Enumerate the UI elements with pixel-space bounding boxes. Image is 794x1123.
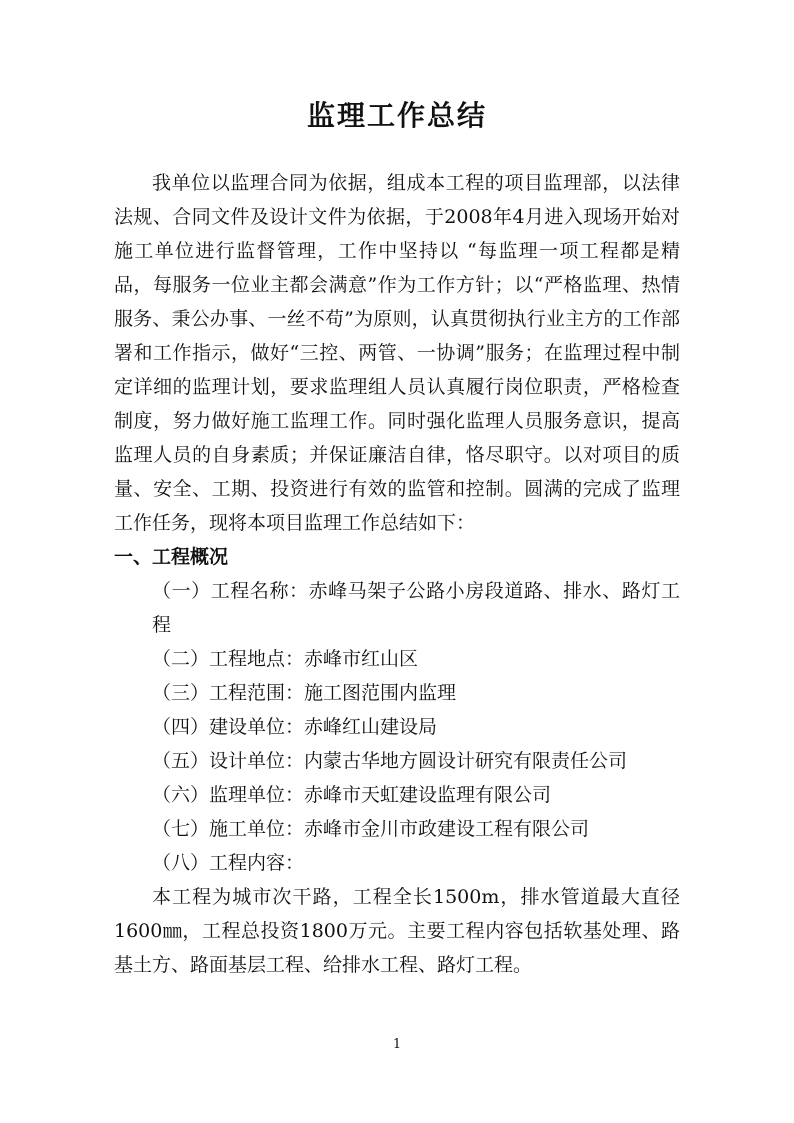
section-heading-project-overview: 一、工程概况 (114, 546, 229, 568)
project-item-supervisor: （六）监理单位：赤峰市天虹建设监理有限公司 (152, 784, 552, 806)
page-number: 1 (392, 1037, 402, 1052)
content-paragraph: 本工程为城市次干路，工程全长1500m，排水管道最大直径1600㎜，工程总投资1800万元。主要工程内容包括软基处理、路基土方、路面基层工程、给排水工程、路灯工程。 (114, 886, 680, 976)
project-item-content: （八）工程内容： (152, 852, 305, 874)
project-item-scope: （三）工程范围：施工图范围内监理 (152, 682, 457, 704)
project-item-location: （二）工程地点：赤峰市红山区 (152, 648, 419, 670)
document-title: 监理工作总结 (306, 99, 487, 132)
intro-paragraph: 我单位以监理合同为依据，组成本工程的项目监理部，以法律法规、合同文件及设计文件为依据，于2008年4月进入现场开始对施工单位进行监督管理，工作中坚持以 “每监理一项工程都是精品，每服务一位业主都会满意”作为工作方针；以“严格监理、热情服务、秉公办事、一丝不苟”为原则，认真贯彻执行业主方的工作部署和工作指示，做好“三控、两管、一协调”服务；在监理过程中制定详细的监理计划，要求监理组人员认真履行岗位职责，严格检查制度，努力做好施工监理工作。同时强化监理人员服务意识，提高监理人员的自身素质；并保证廉洁自律，恪尽职守。以对项目的质量、安全、工期、投资进行有效的监管和控制。圆满的完成了监理工作任务，现将本项目监理工作总结如下： (114, 172, 680, 534)
project-item-contractor: （七）施工单位：赤峰市金川市政建设工程有限公司 (152, 818, 590, 840)
document-body (114, 166, 680, 982)
project-item-client: （四）建设单位：赤峰红山建设局 (152, 716, 438, 738)
project-item-designer: （五）设计单位：内蒙古华地方圆设计研究有限责任公司 (152, 750, 628, 772)
project-item-name: （一）工程名称：赤峰马架子公路小房段道路、排水、路灯工程 (152, 580, 680, 636)
